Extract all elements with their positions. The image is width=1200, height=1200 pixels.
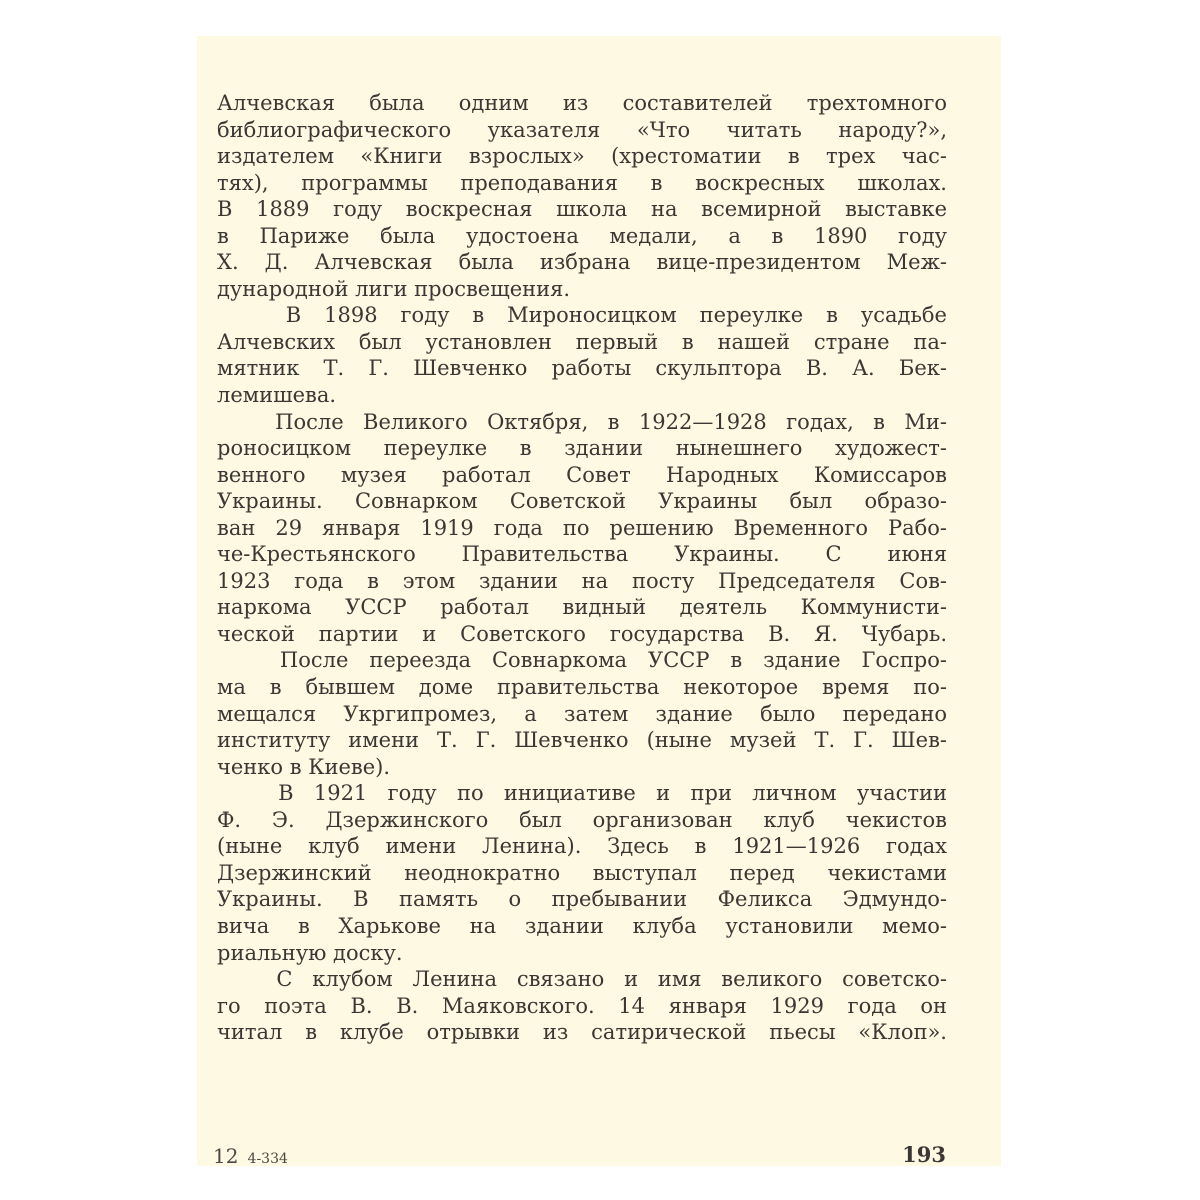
text-line: В 1889 году воскресная школа на всемирной выставке xyxy=(217,197,947,222)
text-line: че-Крестьянского Правительства Украины. С июня xyxy=(217,542,947,567)
text-line: С клубом Ленина связано и имя великого советско- xyxy=(217,967,947,992)
text-line: Алчевская была одним из составителей трехтомного xyxy=(217,91,947,115)
text-line: издателем «Книги взрослых» (хрестоматии в трех час- xyxy=(217,144,947,169)
text-line: мятник Т. Г. Шевченко работы скульптора В. А. Бек- xyxy=(217,356,947,381)
text-line: После переезда Совнаркома УССР в здание Госпро- xyxy=(217,648,947,673)
text-line: После Великого Октября, в 1922—1928 годах, в Ми- xyxy=(217,409,947,434)
text-line: институту имени Т. Г. Шевченко (ныне музей Т. Г. Шев- xyxy=(217,728,947,753)
signature-number: 12 xyxy=(213,1144,239,1168)
text-line: Дзержинский неоднократно выступал перед чекистами xyxy=(217,860,947,885)
text-line: читал в клубе отрывки из сатирической пьесы «Клоп». xyxy=(217,1020,947,1045)
text-line: дународной лиги просвещения. xyxy=(217,276,571,301)
text-line: Украины. В память о пребывании Феликса Эдмундо- xyxy=(217,887,947,912)
text-line: Алчевских был установлен первый в нашей стране па- xyxy=(217,329,947,354)
text-line: вича в Харькове на здании клуба установили мемо- xyxy=(217,913,947,938)
text-line: роносицком переулке в здании нынешнего художест- xyxy=(217,436,947,461)
text-line: библиографического указателя «Что читать народу?», xyxy=(217,117,947,142)
text-line: мещался Укргипромез, а затем здание было передано xyxy=(217,701,947,726)
text-line: 1923 года в этом здании на посту Председателя Сов- xyxy=(217,568,947,593)
printer-signature xyxy=(213,1144,288,1168)
text-line: риальную доску. xyxy=(217,940,403,965)
book-page xyxy=(197,36,1001,1166)
text-line: ческой партии и Советского государства В. Я. Чубарь. xyxy=(217,621,947,646)
text-line: (ныне клуб имени Ленина). Здесь в 1921—1926 годах xyxy=(217,834,947,859)
text-line: лемишева. xyxy=(217,383,337,408)
text-line: В 1898 году в Мироносицком переулке в усадьбе xyxy=(217,303,947,328)
text-line: тях), программы преподавания в воскресных школах. xyxy=(217,170,947,195)
text-line: Ф. Э. Дзержинского был организован клуб чекистов xyxy=(217,807,947,832)
text-line: в Париже была удостоена медали, а в 1890 году xyxy=(217,223,947,248)
text-line: венного музея работал Совет Народных Комиссаров xyxy=(217,462,947,487)
signature-code: 4-334 xyxy=(247,1151,288,1167)
text-line: ченко в Киеве). xyxy=(217,754,391,779)
text-line: ван 29 января 1919 года по решению Временного Рабо- xyxy=(217,515,947,540)
text-line: го поэта В. В. Маяковского. 14 января 1929 года он xyxy=(217,993,947,1018)
text-line: В 1921 году по инициативе и при личном участии xyxy=(217,781,947,806)
text-line: Х. Д. Алчевская была избрана вице-президентом Меж- xyxy=(217,250,947,275)
page-number: 193 xyxy=(902,1142,946,1167)
body-text xyxy=(217,90,947,1046)
text-line: Украины. Совнарком Советской Украины был образо- xyxy=(217,489,947,514)
text-line: ма в бывшем доме правительства некоторое время по- xyxy=(217,675,947,700)
text-line: наркома УССР работал видный деятель Коммунисти- xyxy=(217,595,947,620)
